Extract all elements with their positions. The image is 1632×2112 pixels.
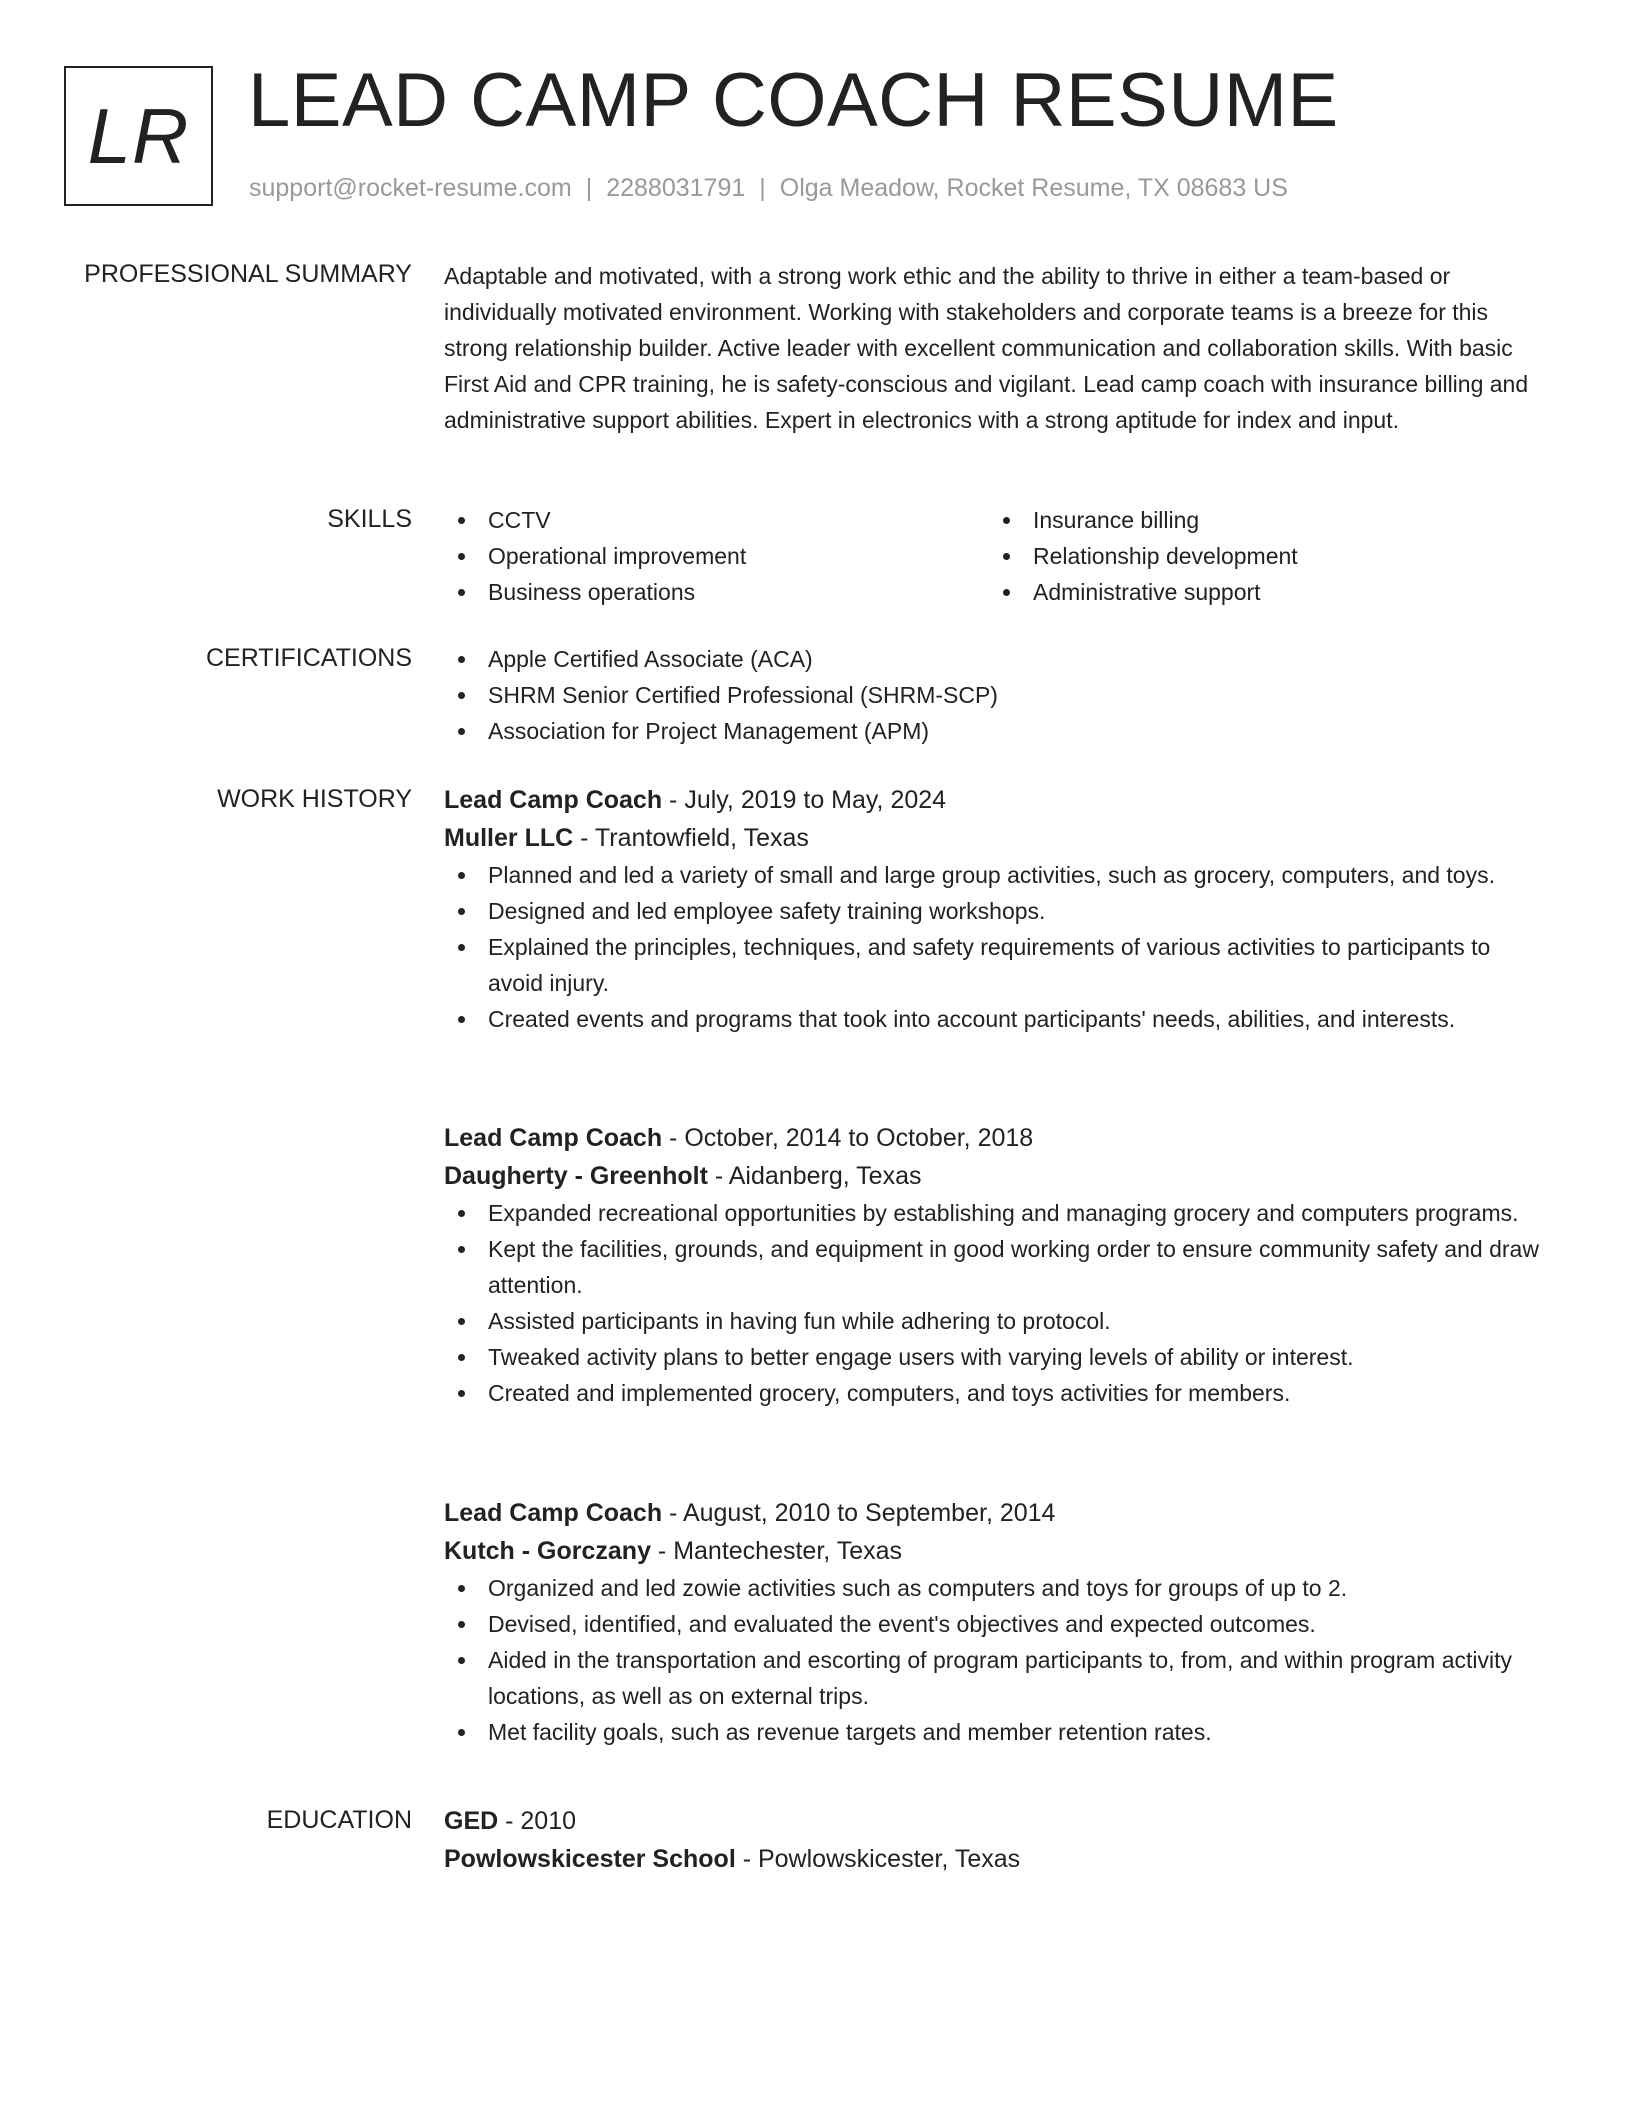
job-bullet: Expanded recreational opportunities by establishing and managing grocery and computers programs. — [444, 1195, 1544, 1231]
education-school-line — [444, 1840, 1544, 1878]
monogram-initials: LR — [87, 91, 190, 180]
contact-address: Olga Meadow, Rocket Resume, TX 08683 US — [779, 174, 1288, 202]
job-company-line — [444, 1532, 1544, 1570]
job-bullets — [444, 1570, 1544, 1750]
job-bullet: Planned and led a variety of small and large group activities, such as grocery, computers, and toys. — [444, 857, 1544, 893]
job-title-line — [444, 1494, 1544, 1532]
job-bullet: Explained the principles, techniques, and safety requirements of various activities to participants to avoid injury. — [444, 929, 1544, 1001]
job-bullet: Designed and led employee safety training workshops. — [444, 893, 1544, 929]
certification-item: Association for Project Management (APM) — [444, 713, 1544, 749]
job-bullet: Kept the facilities, grounds, and equipment in good working order to ensure community safety and draw attention. — [444, 1231, 1544, 1303]
job-title: Lead Camp Coach — [444, 786, 663, 814]
section-label-summary: PROFESSIONAL SUMMARY — [84, 260, 412, 288]
job-location: - Trantowfield, Texas — [573, 824, 809, 852]
job-bullets — [444, 1195, 1544, 1411]
job-company: Kutch - Gorczany — [444, 1537, 651, 1565]
job-bullet: Met facility goals, such as revenue targets and member retention rates. — [444, 1714, 1544, 1750]
skills-section — [444, 502, 1544, 610]
job-bullet: Organized and led zowie activities such as computers and toys for groups of up to 2. — [444, 1570, 1544, 1606]
summary-text: Adaptable and motivated, with a strong work ethic and the ability to thrive in either a team-based or individually motivated environment. Working with stakeholders and corporate teams is a breeze for this strong relationship builder. Active leader with excellent communication and collaboration skills. With basic First Aid and CPR training, he is safety-conscious and vigilant. Lead camp coach with insurance billing and administrative support abilities. Expert in electronics with a strong aptitude for index and input. — [444, 263, 1529, 433]
job-bullet: Devised, identified, and evaluated the event's objectives and expected outcomes. — [444, 1606, 1544, 1642]
certification-item: SHRM Senior Certified Professional (SHRM-SCP) — [444, 677, 1544, 713]
job-title: Lead Camp Coach — [444, 1124, 663, 1152]
skills-column-right — [989, 502, 1534, 610]
job-title: Lead Camp Coach — [444, 1499, 663, 1527]
job-bullet: Aided in the transportation and escorting of program participants to, from, and within program activity locations, as well as on external trips. — [444, 1642, 1544, 1714]
job-entry — [444, 1494, 1544, 1750]
job-entry — [444, 781, 1544, 1037]
job-company: Muller LLC — [444, 824, 574, 852]
job-bullet: Created and implemented grocery, computers, and toys activities for members. — [444, 1375, 1544, 1411]
section-label-certifications: CERTIFICATIONS — [205, 644, 412, 672]
contact-separator: | — [759, 174, 766, 202]
skill-item: CCTV — [444, 502, 989, 538]
section-label-work-history: WORK HISTORY — [217, 785, 412, 813]
education-year: - 2010 — [498, 1807, 577, 1835]
job-dates: - August, 2010 to September, 2014 — [662, 1499, 1056, 1527]
job-company-line — [444, 819, 1544, 857]
section-label-education: EDUCATION — [266, 1806, 412, 1834]
skill-item: Administrative support — [989, 574, 1534, 610]
education-location: - Powlowskicester, Texas — [735, 1845, 1021, 1873]
job-company: Daugherty - Greenholt — [444, 1162, 708, 1190]
skill-item: Insurance billing — [989, 502, 1534, 538]
job-dates: - October, 2014 to October, 2018 — [662, 1124, 1034, 1152]
summary-section — [444, 258, 1544, 438]
education-section — [444, 1802, 1544, 1878]
job-entry — [444, 1119, 1544, 1411]
certifications-section — [444, 641, 1544, 749]
job-bullet: Created events and programs that took into account participants' needs, abilities, and interests. — [444, 1001, 1544, 1037]
education-degree-line — [444, 1802, 1544, 1840]
certifications-list — [444, 641, 1544, 749]
contact-line — [249, 174, 1288, 203]
skill-item: Business operations — [444, 574, 989, 610]
contact-separator: | — [585, 174, 593, 202]
education-school: Powlowskicester School — [444, 1845, 736, 1873]
skills-grid — [444, 502, 1544, 610]
monogram-badge — [64, 66, 213, 206]
skill-item: Operational improvement — [444, 538, 989, 574]
skills-column-left — [444, 502, 989, 610]
resume-title: LEAD CAMP COACH RESUME — [248, 58, 1339, 143]
contact-phone[interactable]: 2288031791 — [606, 174, 746, 202]
job-bullet: Assisted participants in having fun while adhering to protocol. — [444, 1303, 1544, 1339]
job-title-line — [444, 1119, 1544, 1157]
job-bullets — [444, 857, 1544, 1037]
job-bullet: Tweaked activity plans to better engage users with varying levels of ability or interest. — [444, 1339, 1544, 1375]
contact-email[interactable]: support@rocket-resume.com — [249, 174, 572, 202]
job-title-line — [444, 781, 1544, 819]
skill-item: Relationship development — [989, 538, 1534, 574]
certification-item: Apple Certified Associate (ACA) — [444, 641, 1544, 677]
education-degree: GED — [444, 1807, 499, 1835]
job-location: - Mantechester, Texas — [650, 1537, 903, 1565]
job-company-line — [444, 1157, 1544, 1195]
section-label-skills: SKILLS — [327, 505, 412, 533]
job-dates: - July, 2019 to May, 2024 — [662, 786, 947, 814]
job-location: - Aidanberg, Texas — [707, 1162, 922, 1190]
